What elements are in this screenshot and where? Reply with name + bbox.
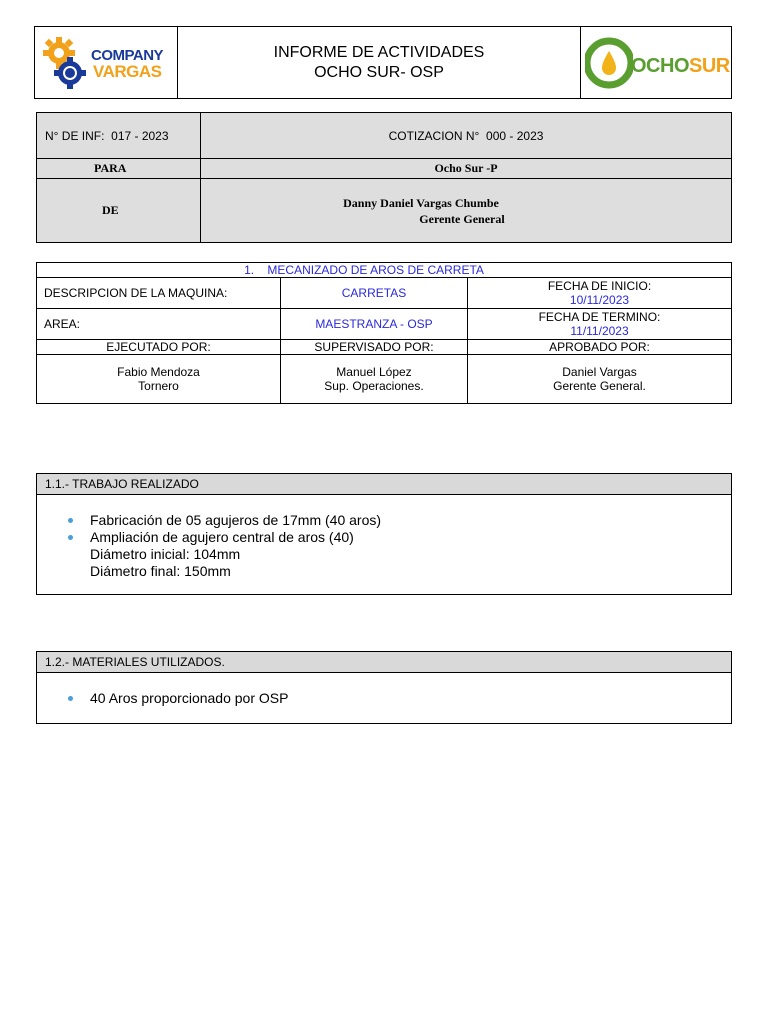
gear-logo-icon bbox=[41, 35, 87, 91]
start-date-cell bbox=[468, 278, 732, 309]
approved-by-cell bbox=[468, 355, 732, 404]
de-name: Danny Daniel Vargas Chumbe bbox=[343, 195, 499, 210]
logo-text-vargas: VARGAS bbox=[93, 61, 162, 81]
start-date-value: 10/11/2023 bbox=[569, 293, 630, 307]
report-subtitle: OCHO SUR- OSP bbox=[314, 63, 444, 81]
list-item bbox=[37, 512, 731, 529]
logo-text-sur: SUR bbox=[689, 54, 730, 77]
materials-list bbox=[37, 673, 731, 707]
work-performed-list bbox=[37, 495, 731, 580]
executed-by-name: Fabio Mendoza bbox=[117, 365, 200, 379]
ochosur-logo-cell bbox=[581, 27, 732, 99]
supervised-role-text: Sup. Operaciones bbox=[324, 379, 421, 393]
executed-by-cell bbox=[37, 355, 281, 404]
para-value: Ocho Sur -P bbox=[201, 159, 732, 179]
end-date-value: 11/11/2023 bbox=[570, 324, 629, 338]
report-number-label: N° DE INF: bbox=[45, 128, 105, 143]
ochosur-emblem-icon bbox=[585, 37, 633, 89]
report-title-cell bbox=[178, 27, 581, 99]
machine-label: DESCRIPCION DE LA MAQUINA: bbox=[37, 278, 281, 309]
material-item-text: 40 Aros proporcionado por OSP bbox=[90, 690, 289, 706]
approved-role-text: Gerente General bbox=[553, 379, 643, 393]
machine-value: CARRETAS bbox=[281, 278, 468, 309]
approved-by-label: APROBADO POR: bbox=[468, 340, 732, 355]
de-position: Gerente General bbox=[419, 211, 505, 226]
work-item-detail: Diámetro inicial: 104mm bbox=[90, 546, 241, 562]
work-performed-header: 1.1.- TRABAJO REALIZADO bbox=[37, 474, 731, 495]
start-date-label: FECHA DE INICIO: bbox=[547, 279, 652, 293]
bullet-icon bbox=[68, 518, 73, 523]
supervised-by-name: Manuel López bbox=[336, 365, 412, 379]
work-item-text: Fabricación de 05 agujeros de 17mm (40 aros) bbox=[90, 512, 382, 528]
work-performed-section bbox=[36, 473, 732, 595]
quote-number-value: 000 - 2023 bbox=[486, 128, 544, 143]
company-vargas-logo-cell bbox=[35, 27, 178, 99]
report-number-cell bbox=[37, 113, 201, 159]
list-item bbox=[37, 529, 731, 580]
activity-title-text: 1. MECANIZADO DE AROS DE CARRETA bbox=[244, 263, 484, 277]
supervised-by-cell bbox=[281, 355, 468, 404]
logo-text-ocho: OCHO bbox=[631, 54, 689, 77]
ochosur-logo-text bbox=[631, 55, 730, 78]
materials-section bbox=[36, 651, 732, 724]
logo-text-company: COMPANY bbox=[91, 46, 164, 64]
work-item-detail: Diámetro final: 150mm bbox=[90, 563, 231, 579]
list-item bbox=[37, 690, 731, 707]
report-number-value: 017 - 2023 bbox=[111, 128, 169, 143]
area-value: MAESTRANZA - OSP bbox=[281, 309, 468, 340]
quote-number-label: COTIZACION N° bbox=[388, 128, 480, 143]
quote-number-cell bbox=[201, 113, 732, 159]
activity-section-title bbox=[37, 263, 732, 278]
report-header bbox=[34, 26, 732, 99]
supervised-by-role: Sup. Operaciones. bbox=[324, 379, 424, 393]
executed-by-label: EJECUTADO POR: bbox=[37, 340, 281, 355]
ochosur-logo bbox=[585, 33, 730, 93]
company-vargas-logo bbox=[41, 33, 171, 93]
de-label: DE bbox=[37, 179, 201, 243]
report-info-table bbox=[36, 112, 732, 243]
approved-by-name: Daniel Vargas bbox=[562, 365, 637, 379]
work-item-text: Ampliación de agujero central de aros (40) bbox=[90, 529, 354, 545]
de-value-cell bbox=[201, 179, 732, 243]
executed-by-role: Tornero bbox=[138, 379, 179, 393]
supervised-by-label: SUPERVISADO POR: bbox=[281, 340, 468, 355]
bullet-icon bbox=[68, 696, 73, 701]
end-date-cell bbox=[468, 309, 732, 340]
area-label: AREA: bbox=[37, 309, 281, 340]
approved-by-role: Gerente General. bbox=[553, 379, 646, 393]
bullet-icon bbox=[68, 535, 73, 540]
materials-header: 1.2.- MATERIALES UTILIZADOS. bbox=[37, 652, 731, 673]
activity-table bbox=[36, 262, 732, 404]
report-title: INFORME DE ACTIVIDADES bbox=[273, 43, 485, 61]
para-label: PARA bbox=[37, 159, 201, 179]
end-date-label: FECHA DE TERMINO: bbox=[538, 310, 661, 324]
